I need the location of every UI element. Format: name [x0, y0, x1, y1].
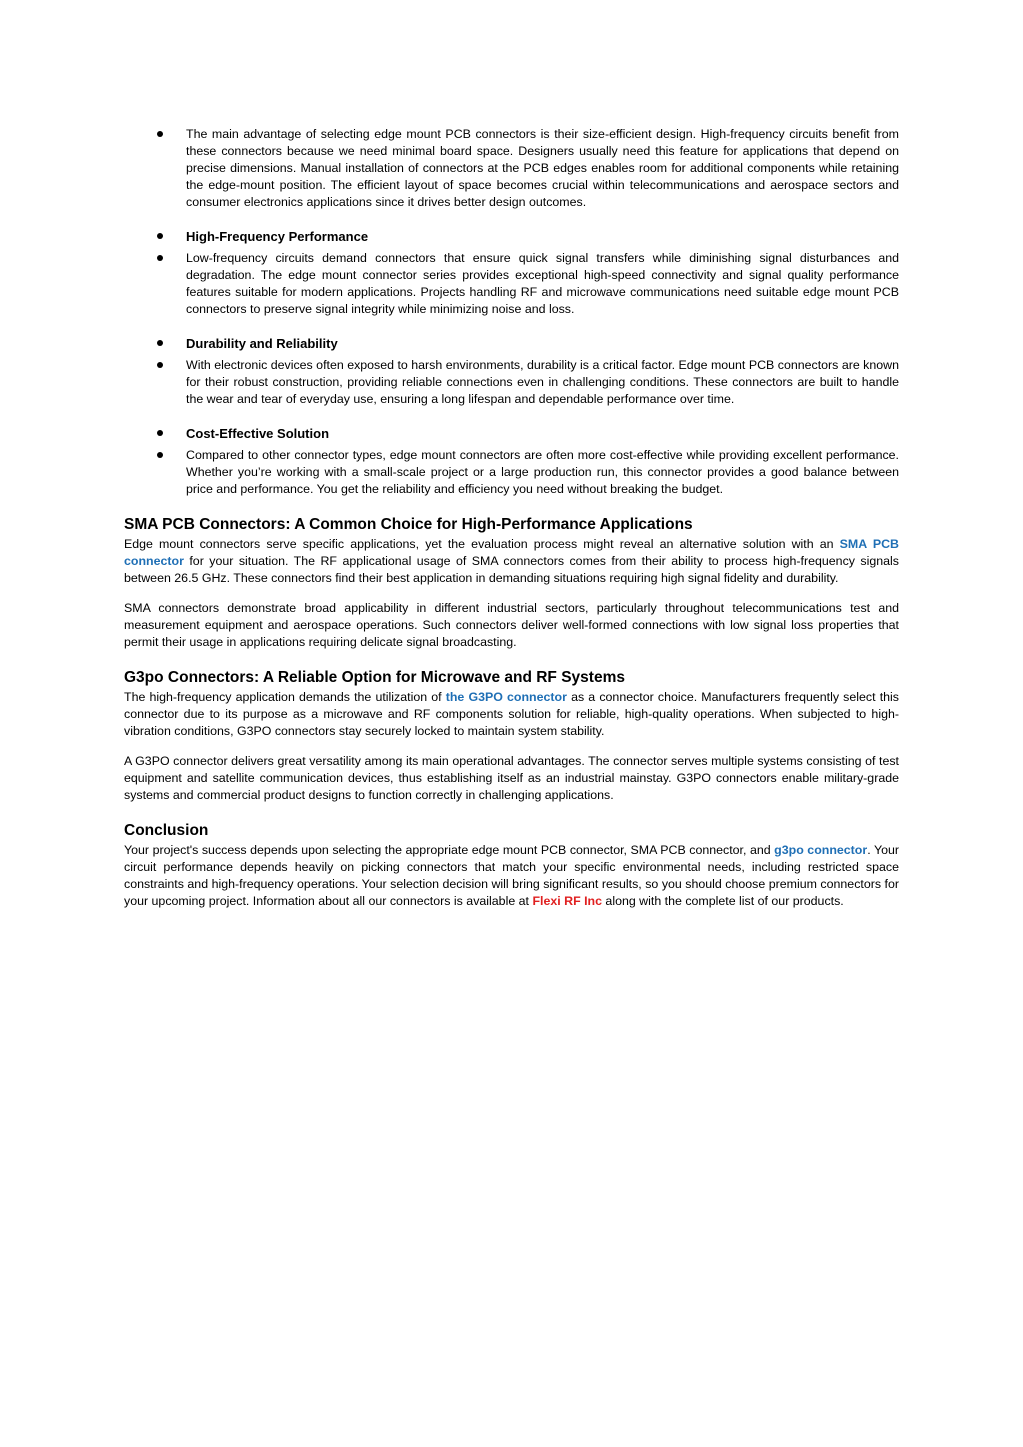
paragraph-text: along with the complete list of our products. — [601, 894, 844, 908]
paragraph-g3po-2: A G3PO connector delivers great versatility among its main operational advantages. The connector serves multiple systems consisting of test equipment and satellite communication devices, thus establishing itself as an industrial mainstay. G3PO connectors enable military-grade systems and commercial product designs to function correctly in challenging applications. — [124, 754, 899, 802]
bullet-icon — [157, 255, 163, 261]
paragraph-text: Your project's success depends upon selecting the appropriate edge mount PCB connector, SMA PCB connector, and — [124, 843, 775, 857]
sma-pcb-connector-link[interactable]: SMA PCB connector — [124, 537, 899, 568]
section-heading-g3po: G3po Connectors: A Reliable Option for Microwave and RF Systems — [124, 669, 625, 686]
document-page — [124, 126, 899, 910]
g3po-connector-link-conclusion[interactable]: g3po connector — [774, 843, 868, 857]
paragraph-text: Edge mount connectors serve specific applications, yet the evaluation process might reveal an alternative solution with an — [124, 537, 840, 551]
list-item-text: The main advantage of selecting edge mount PCB connectors is their size-efficient design. High-frequency circuits benefit from these connectors because we need minimal board space. Designers usually need this feature for applications that depend on precise dimensions. Manual installation of connectors at the PCB edges enables room for additional components while retaining the edge-mount position. The efficient layout of space becomes crucial within telecommunications and aerospace sectors and consumer electronics applications since it drives better design outcomes. — [186, 127, 899, 209]
list-item-text: Compared to other connector types, edge mount connectors are often more cost-effective while providing excellent performance. Whether you’re working with a small-scale project or a large production run, this connector provides a good balance between price and performance. You get the reliability and efficiency you need without breaking the budget. — [186, 448, 899, 496]
list-heading-text: Cost-Effective Solution — [186, 426, 330, 441]
paragraph-text: for your situation. The RF applicational usage of SMA connectors comes from their ability to process high-frequency signals between 26.5 GHz. These connectors find their best application in demanding situations requiring high signal fidelity and durability. — [124, 554, 899, 585]
section-sma — [124, 515, 899, 651]
flexi-rf-inc-link[interactable]: Flexi RF Inc — [532, 894, 602, 908]
bullet-icon — [157, 233, 163, 239]
bullet-icon — [157, 340, 163, 346]
paragraph-sma-1 — [124, 536, 899, 587]
section-heading-conclusion: Conclusion — [124, 822, 209, 839]
bullet-icon — [157, 452, 163, 458]
list-heading-text: High-Frequency Performance — [186, 229, 369, 244]
section-g3po — [124, 668, 899, 804]
list-heading-durability — [124, 335, 899, 352]
feature-list — [124, 126, 899, 498]
list-item-text: With electronic devices often exposed to harsh environments, durability is a critical factor. Edge mount PCB connectors are known for their robust construction, providing reliable connections even in challenging conditions. These connectors are built to handle the wear and tear of everyday use, ensuring a long lifespan and dependable performance over time. — [186, 358, 899, 406]
bullet-icon — [157, 362, 163, 368]
paragraph-g3po-1 — [124, 689, 899, 740]
paragraph-text: as a connector choice. Manufacturers frequently select this connector due to its purpose as a microwave and RF components solution for reliable, high-quality operations. When subjected to high-vibration conditions, G3PO connectors stay securely locked to maintain system stability. — [124, 690, 899, 738]
list-heading-text: Durability and Reliability — [186, 336, 338, 351]
list-item-text: Low-frequency circuits demand connectors that ensure quick signal transfers while diminishing signal disturbances and degradation. The edge mount connector series provides exceptional high-speed connectivity and signal quality performance features suitable for modern applications. Projects handling RF and microwave communications need suitable edge mount PCB connectors to preserve signal integrity while minimizing noise and loss. — [186, 251, 899, 316]
list-heading-cost-effective — [124, 425, 899, 442]
list-item-durability — [124, 357, 899, 408]
paragraph-sma-2: SMA connectors demonstrate broad applicability in different industrial sectors, particularly throughout telecommunications test and measurement equipment and aerospace operations. Such connectors deliver well-formed connections with low signal loss properties that permit their usage in applications requiring delicate signal broadcasting. — [124, 601, 899, 649]
list-item-high-frequency — [124, 250, 899, 318]
section-heading-sma: SMA PCB Connectors: A Common Choice for High-Performance Applications — [124, 516, 693, 533]
g3po-connector-link[interactable]: the G3PO connector — [445, 690, 567, 704]
bullet-icon — [157, 430, 163, 436]
list-item-size-efficient — [124, 126, 899, 211]
paragraph-conclusion — [124, 842, 899, 910]
paragraph-text: The high-frequency application demands the utilization of — [124, 690, 446, 704]
section-conclusion — [124, 821, 899, 910]
paragraph-text: . Your circuit performance depends heavily on picking connectors that match your specific environmental needs, including restricted space constraints and high-frequency operations. Your selection decision will bring significant results, so you should choose premium connectors for your upcoming project. Information about all our connectors is available at — [124, 843, 899, 908]
list-item-cost-effective — [124, 447, 899, 498]
list-heading-high-frequency — [124, 228, 899, 245]
bullet-icon — [157, 131, 163, 137]
